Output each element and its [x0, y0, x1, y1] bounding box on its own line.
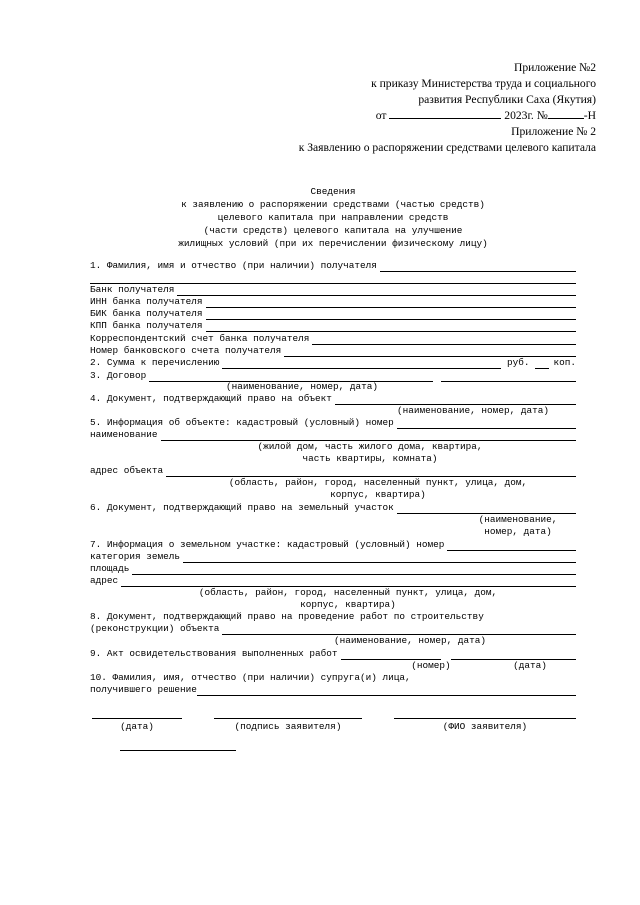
field-construction-line-1	[90, 611, 576, 623]
signature-sign-hint: (подпись заявителя)	[234, 721, 342, 732]
field-land-document-label: 6. Документ, подтверждающий право на земельный участок	[90, 502, 394, 513]
field-spouse-label-1: 10. Фамилия, имя, отчество (при наличии) супруга(и) лица,	[90, 672, 411, 683]
title-line-4: (части средств) целевого капитала на улучшение	[203, 225, 463, 236]
field-bik-label: БИК банка получателя	[90, 308, 203, 319]
header-number-suffix: -Н	[583, 109, 596, 122]
kpp-input[interactable]	[206, 322, 576, 332]
field-construction-label-2: (реконструкции) объекта	[90, 623, 220, 634]
recipient-name-input[interactable]	[380, 262, 576, 272]
field-bank	[90, 284, 576, 296]
field-inn	[90, 296, 576, 308]
field-kpp	[90, 320, 576, 332]
header-date-blank	[389, 108, 501, 119]
title-line-2: к заявлению о распоряжении средствами (частью средств)	[181, 199, 485, 210]
field-corr-account	[90, 333, 576, 345]
title-line-5: жилищных условий (при их перечислении физическому лицу)	[178, 238, 488, 249]
object-name-hint-2: часть квартиры, комната)	[302, 453, 438, 464]
field-contract-label: 3. Договор	[90, 370, 147, 381]
field-land-address-label: адрес	[90, 575, 119, 586]
field-recipient-name-label: 1. Фамилия, имя и отчество (при наличии) получателя	[90, 260, 377, 271]
field-inn-label: ИНН банка получателя	[90, 296, 203, 307]
account-number-input[interactable]	[284, 347, 576, 357]
title-line-1: Сведения	[310, 186, 356, 197]
object-document-input[interactable]	[335, 395, 576, 405]
field-spouse-line-2	[90, 684, 576, 696]
land-document-hint-2: номер, дата)	[484, 526, 552, 537]
object-address-hint-1: (область, район, город, населенный пункт, улица, дом,	[228, 477, 528, 488]
land-address-input[interactable]	[121, 577, 576, 587]
field-corr-account-label: Корреспондентский счет банка получателя	[90, 333, 310, 344]
land-area-input[interactable]	[132, 565, 576, 575]
field-land-category	[90, 551, 576, 563]
spouse-name-input[interactable]	[197, 686, 576, 696]
header-appendix2: Приложение № 2	[511, 125, 596, 138]
header-appendix-number: Приложение №2	[514, 61, 596, 74]
field-object-document-label: 4. Документ, подтверждающий право на объект	[90, 393, 332, 404]
object-address-hint-2: корпус, квартира)	[330, 489, 426, 500]
field-object-name	[90, 429, 576, 441]
field-object-address	[90, 465, 576, 477]
header-year-number: 2023г. №	[504, 109, 548, 122]
field-act	[90, 648, 576, 660]
object-name-input[interactable]	[161, 431, 576, 441]
object-cadastral-input[interactable]	[397, 419, 576, 429]
field-spouse-label-2: получившего решение	[90, 684, 197, 695]
field-land-area-label: площадь	[90, 563, 130, 574]
signature-fio-line[interactable]	[394, 718, 576, 719]
act-number-hint: (номер)	[411, 660, 451, 671]
field-object-cadastral	[90, 417, 576, 429]
land-document-hint-1: (наименование,	[478, 514, 558, 525]
land-document-input[interactable]	[397, 504, 576, 514]
act-date-input[interactable]	[451, 650, 576, 660]
inn-input[interactable]	[206, 298, 576, 308]
header-date-number-line	[376, 108, 596, 124]
signature-date-line[interactable]	[92, 718, 182, 719]
land-address-hint-1: (область, район, город, населенный пункт, улица, дом,	[198, 587, 498, 598]
field-account-number	[90, 345, 576, 357]
act-number-input[interactable]	[341, 650, 441, 660]
land-category-input[interactable]	[183, 553, 576, 563]
signature-fio-hint: (ФИО заявителя)	[442, 721, 528, 732]
header-number-blank	[548, 108, 584, 119]
field-land-address	[90, 575, 576, 587]
construction-document-input[interactable]	[222, 625, 576, 635]
footnote-separator	[120, 750, 236, 751]
contract-input-extra[interactable]	[441, 372, 576, 382]
field-land-area	[90, 563, 576, 575]
bik-input[interactable]	[206, 310, 576, 320]
field-kpp-label: КПП банка получателя	[90, 320, 203, 331]
title-line-3: целевого капитала при направлении средств	[217, 212, 449, 223]
field-land-cadastral	[90, 539, 576, 551]
field-object-name-label: наименование	[90, 429, 158, 440]
field-object-document	[90, 393, 576, 405]
field-land-category-label: категория земель	[90, 551, 181, 562]
field-bik	[90, 308, 576, 320]
object-address-input[interactable]	[166, 467, 576, 477]
field-sum	[90, 357, 576, 369]
header-order-line: к приказу Министерства труда и социального	[371, 77, 596, 90]
field-construction-label-1: 8. Документ, подтверждающий право на проведение работ по строительству	[90, 611, 484, 622]
object-document-hint: (наименование, номер, дата)	[397, 405, 549, 416]
corr-account-input[interactable]	[312, 335, 576, 345]
construction-document-hint: (наименование, номер, дата)	[334, 635, 486, 646]
act-date-hint: (дата)	[513, 660, 547, 671]
field-recipient-name	[90, 260, 576, 272]
field-spouse-line-1	[90, 672, 576, 684]
header-application-line: к Заявлению о распоряжении средствами целевого капитала	[298, 141, 596, 154]
contract-hint: (наименование, номер, дата)	[226, 381, 378, 392]
sum-kop-input[interactable]	[535, 359, 549, 369]
object-name-hint-1: (жилой дом, часть жилого дома, квартира,	[257, 441, 483, 452]
header-date-prefix: от	[375, 109, 387, 122]
field-construction-line-2	[90, 623, 576, 635]
sum-kop-label: коп.	[553, 357, 576, 368]
field-bank-label: Банк получателя	[90, 284, 175, 295]
sum-rub-input[interactable]	[222, 359, 501, 369]
land-address-hint-2: корпус, квартира)	[300, 599, 396, 610]
field-object-address-label: адрес объекта	[90, 465, 164, 476]
header-ministry-line: развития Республики Саха (Якутия)	[418, 93, 596, 106]
signature-date-hint: (дата)	[120, 721, 154, 732]
field-object-cadastral-label: 5. Информация об объекте: кадастровый (условный) номер	[90, 417, 394, 428]
bank-input[interactable]	[177, 286, 576, 296]
sum-rub-label: руб.	[506, 357, 530, 368]
land-cadastral-input[interactable]	[447, 541, 576, 551]
field-act-label: 9. Акт освидетельствования выполненных работ	[90, 648, 338, 659]
field-account-number-label: Номер банковского счета получателя	[90, 345, 282, 356]
field-land-document	[90, 502, 576, 514]
field-sum-label: 2. Сумма к перечислению	[90, 357, 220, 368]
signature-sign-line[interactable]	[214, 718, 362, 719]
field-land-cadastral-label: 7. Информация о земельном участке: кадастровый (условный) номер	[90, 539, 445, 550]
